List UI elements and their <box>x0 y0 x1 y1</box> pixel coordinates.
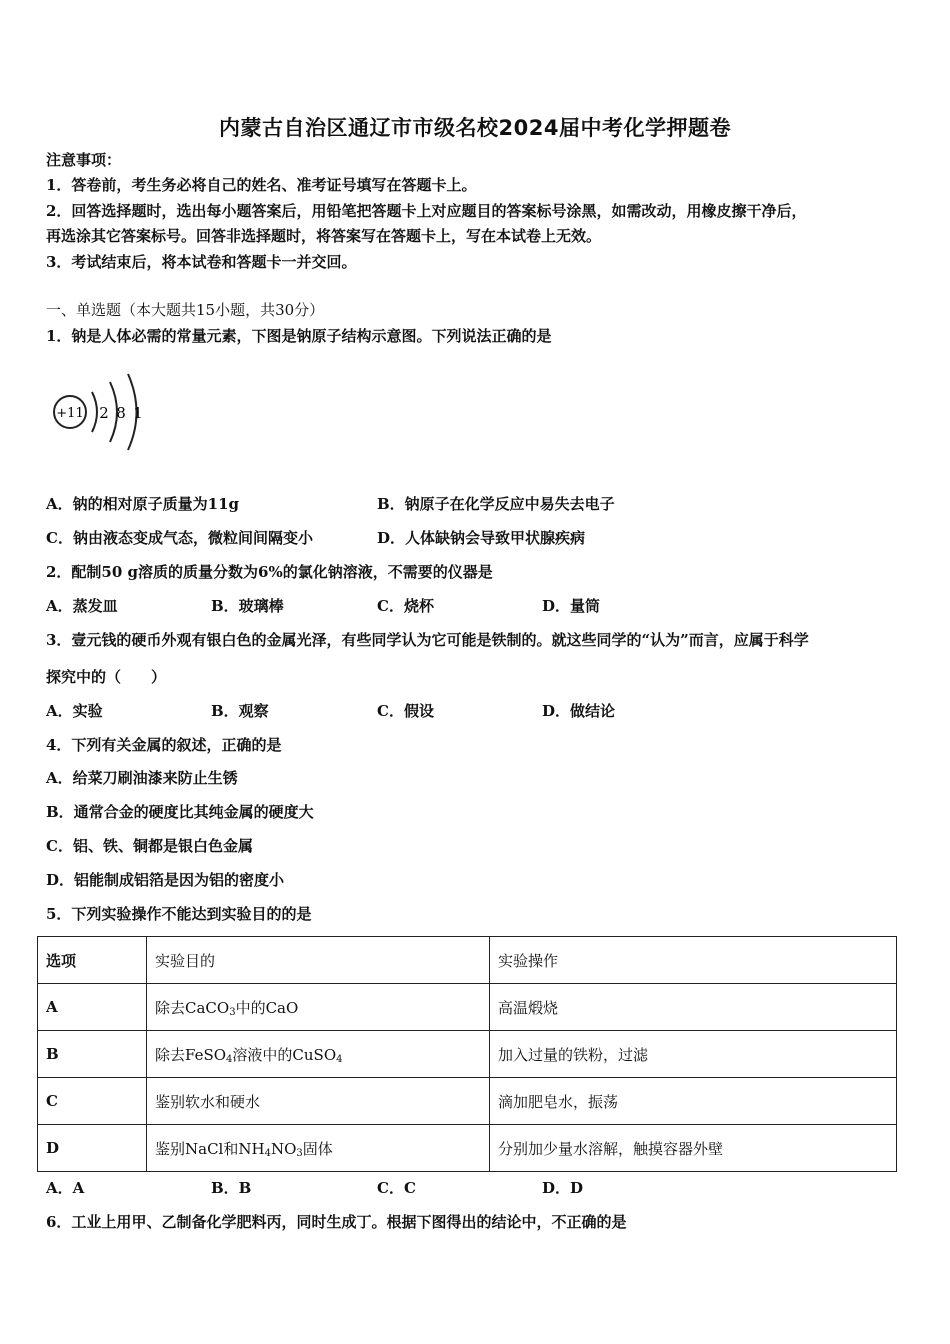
table-row <box>38 1031 897 1078</box>
q5-option-a: A．A <box>46 1179 85 1197</box>
q4-option-c: C．铝、铁、铜都是银白色金属 <box>46 837 253 855</box>
table-cell-option: B <box>38 1031 147 1078</box>
q2-option-a: A．蒸发皿 <box>46 597 118 615</box>
q3-stem-line2: 探究中的（ ） <box>46 668 167 686</box>
q2-option-d: D．量筒 <box>542 597 601 615</box>
q4-option-a: A．给菜刀刷油漆来防止生锈 <box>46 769 238 787</box>
q1-option-d: D．人体缺钠会导致甲状腺疾病 <box>377 529 586 547</box>
notice-item: 2．回答选择题时，选出每小题答案后，用铅笔把答题卡上对应题目的答案标号涂黑，如需改动，用橡皮擦干净后， <box>46 202 807 220</box>
table-row <box>38 1125 897 1172</box>
q3-option-a: A．实验 <box>46 702 103 720</box>
q3-option-b: B．观察 <box>211 702 269 720</box>
table-cell-option: D <box>38 1125 147 1172</box>
q3-option-d: D．做结论 <box>542 702 616 720</box>
q3-option-c: C．假设 <box>377 702 434 720</box>
q4-option-b: B．通常合金的硬度比其纯金属的硬度大 <box>46 803 314 821</box>
shell-3-count: 1 <box>133 404 143 422</box>
electron-shell-1 <box>92 392 97 432</box>
table-row <box>38 1078 897 1125</box>
shell-1-count: 2 <box>99 404 109 422</box>
table-cell-operation: 分别加少量水溶解，触摸容器外壁 <box>490 1125 897 1172</box>
q5-stem: 5．下列实验操作不能达到实验目的的是 <box>46 905 312 923</box>
table-header-cell: 实验操作 <box>490 937 897 984</box>
q5-option-b: B．B <box>211 1179 252 1197</box>
table-row <box>38 984 897 1031</box>
table-cell-option: C <box>38 1078 147 1125</box>
table-cell-operation: 滴加肥皂水，振荡 <box>490 1078 897 1125</box>
table-cell-purpose: 鉴别NaCl和$NH_4NO_3$固体 <box>147 1125 490 1172</box>
q5-option-c: C．C <box>377 1179 416 1197</box>
table-header-cell: 实验目的 <box>147 937 490 984</box>
q5-option-d: D．D <box>542 1179 584 1197</box>
exam-title: 内蒙古自治区通辽市市级名校2024届中考化学押题卷 <box>219 116 731 140</box>
table-cell-purpose: 除去CaCO$_3$中的CaO <box>147 984 490 1031</box>
q2-option-b: B．玻璃棒 <box>211 597 284 615</box>
table-cell-option: A <box>38 984 147 1031</box>
notice-item: 再选涂其它答案标号。回答非选择题时，将答案写在答题卡上，写在本试卷上无效。 <box>46 227 602 245</box>
q1-option-c: C．钠由液态变成气态，微粒间间隔变小 <box>46 529 313 547</box>
q4-option-d: D．铝能制成铝箔是因为铝的密度小 <box>46 871 285 889</box>
q5-experiment-table <box>37 936 897 1172</box>
shell-2-count: 8 <box>116 404 126 422</box>
q1-option-a: A．钠的相对原子质量为11g <box>46 495 240 513</box>
q2-option-c: C．烧杯 <box>377 597 434 615</box>
table-header-row <box>38 937 897 984</box>
notice-item: 3．考试结束后，将本试卷和答题卡一并交回。 <box>46 253 357 271</box>
notice-heading: 注意事项： <box>46 151 122 169</box>
table-header-cell: 选项 <box>38 937 147 984</box>
table-cell-purpose: 除去FeSO$_4$溶液中的CuSO$_4$ <box>147 1031 490 1078</box>
section-heading: 一、单选题（本大题共15小题，共30分） <box>46 301 325 319</box>
q1-stem: 1．钠是人体必需的常量元素，下图是钠原子结构示意图。下列说法正确的是 <box>46 327 552 345</box>
q2-stem: 2．配制50 g溶质的质量分数为6%的氯化钠溶液，不需要的仪器是 <box>46 563 493 581</box>
sodium-atom-diagram <box>48 362 148 458</box>
nucleus-charge: +11 <box>56 406 84 421</box>
q6-stem: 6．工业上用甲、乙制备化学肥料丙，同时生成丁。根据下图得出的结论中，不正确的是 <box>46 1213 627 1231</box>
table-cell-operation: 加入过量的铁粉，过滤 <box>490 1031 897 1078</box>
q4-stem: 4．下列有关金属的叙述，正确的是 <box>46 736 282 754</box>
table-cell-operation: 高温煅烧 <box>490 984 897 1031</box>
q3-stem-line1: 3．壹元钱的硬币外观有银白色的金属光泽，有些同学认为它可能是铁制的。就这些同学的“认为”而言，应属于科学 <box>46 631 809 649</box>
notice-item: 1．答卷前，考生务必将自己的姓名、准考证号填写在答题卡上。 <box>46 176 477 194</box>
q1-option-b: B．钠原子在化学反应中易失去电子 <box>377 495 615 513</box>
table-cell-purpose: 鉴别软水和硬水 <box>147 1078 490 1125</box>
